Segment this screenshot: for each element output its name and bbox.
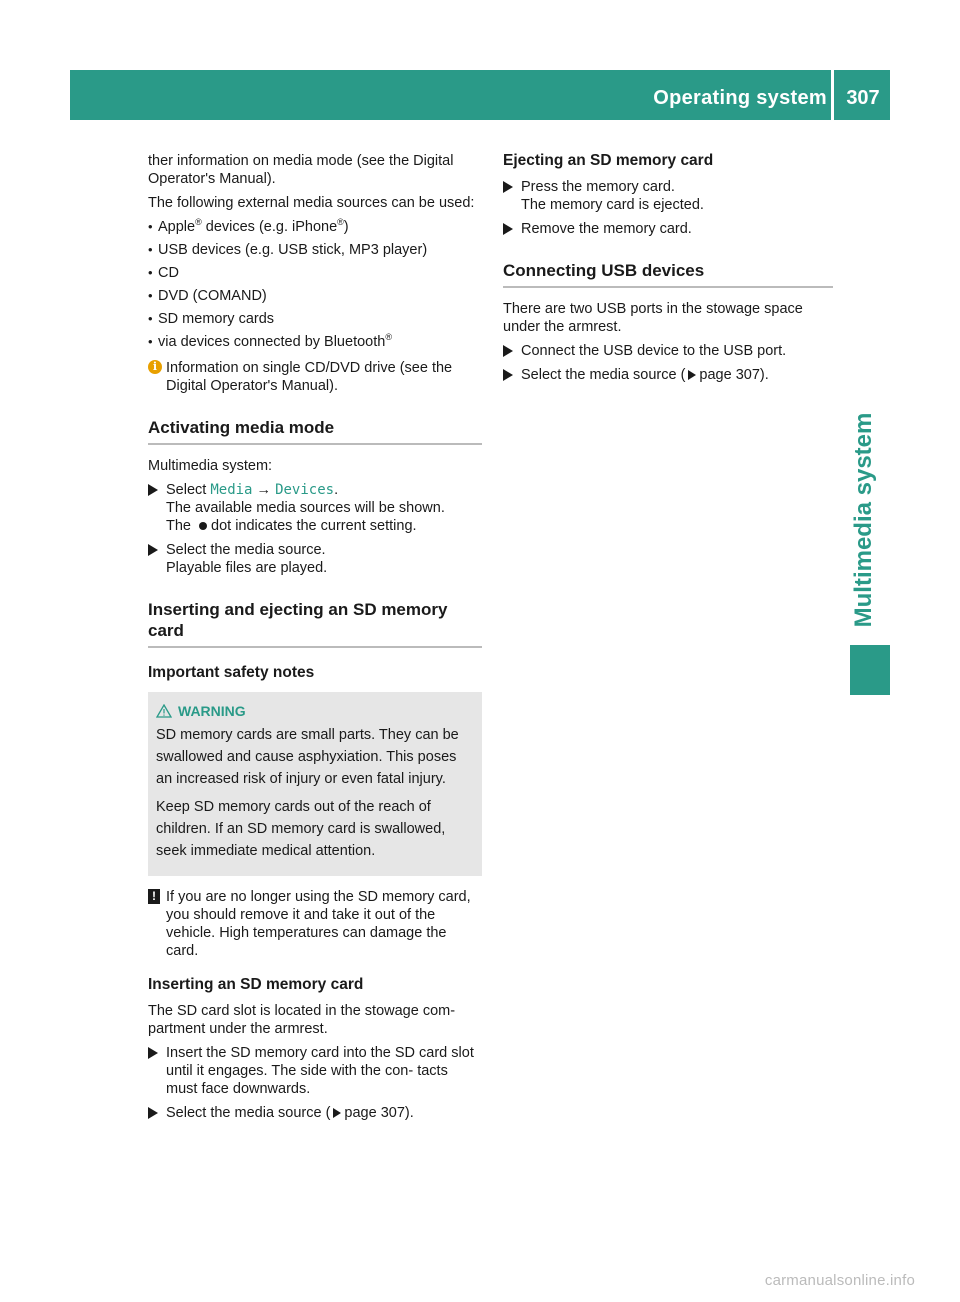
list-item: • DVD (COMAND) — [148, 287, 482, 305]
menu-item-devices: Devices — [275, 482, 335, 498]
step-result: The available media sources will be shown. — [166, 500, 445, 516]
exclamation-icon: ! — [148, 889, 160, 904]
list-item: • via devices connected by Bluetooth® — [148, 333, 482, 351]
side-tab — [838, 400, 890, 640]
step-result: Playable files are played. — [166, 560, 328, 576]
menu-item-media: Media — [210, 482, 253, 498]
intro-paragraph: ther information on media mode (see the Digital Operator's Manual). — [148, 153, 454, 187]
instruction-step: Select Media → Devices. The available media sources will be shown. The dot indicates the current setting. — [148, 481, 482, 535]
step-arrow-icon — [148, 544, 158, 556]
info-text: Information on single CD/DVD drive (see the Digital Operator's Manual). — [166, 360, 453, 394]
step-arrow-icon — [503, 345, 513, 357]
side-tab-label: Multimedia system — [850, 412, 877, 628]
page-reference-link[interactable]: page 307). — [344, 1105, 414, 1121]
notice-text: If you are no longer using the SD memory card, you should remove it and take it out of the vehicle. High temperatures can damage the card. — [166, 889, 471, 959]
list-item: • SD memory cards — [148, 310, 482, 328]
step-arrow-icon — [503, 223, 513, 235]
page-number: 307 — [846, 87, 880, 109]
list-item: • USB devices (e.g. USB stick, MP3 player) — [148, 241, 482, 259]
instruction-step: Press the memory card. The memory card is ejected. — [503, 178, 833, 214]
instruction-step: Select the media source ( page 307). — [148, 1104, 482, 1122]
info-note — [148, 359, 482, 395]
warning-text: Keep SD memory cards out of the reach of children. If an SD memory card is swallowed, seek immediate medical attention. — [156, 799, 446, 859]
usb-text: There are two USB ports in the stowage space under the armrest. — [503, 301, 803, 335]
sources-intro: The following external media sources can be used: — [148, 195, 475, 211]
heading-inserting-ejecting: Inserting and ejecting an SD memory card — [148, 599, 482, 648]
step-arrow-icon — [503, 181, 513, 193]
page-reference-icon — [333, 1108, 341, 1118]
instruction-step: Connect the USB device to the USB port. — [503, 342, 833, 360]
instruction-step: Remove the memory card. — [503, 220, 833, 238]
heading-safety-notes: Important safety notes — [148, 664, 315, 681]
right-column — [503, 152, 833, 390]
warning-label: WARNING — [178, 703, 246, 719]
step-arrow-icon — [148, 1107, 158, 1119]
instruction-step: Select the media source ( page 307). — [503, 366, 833, 384]
instruction-step: Select the media source. Playable files are played. — [148, 541, 482, 577]
step-arrow-icon — [503, 369, 513, 381]
multimedia-system-label: Multimedia system: — [148, 458, 273, 474]
side-tab-marker — [850, 645, 890, 695]
heading-connecting-usb: Connecting USB devices — [503, 260, 833, 288]
section-title: Operating system — [653, 87, 827, 109]
heading-inserting-sd: Inserting an SD memory card — [148, 976, 364, 993]
warning-text: SD memory cards are small parts. They can be swallowed and cause asphyxiation. This poses an increased risk of injury or even fatal injury. — [156, 727, 459, 787]
left-column — [148, 152, 482, 1128]
step-arrow-icon — [148, 1047, 158, 1059]
inserting-text: The SD card slot is located in the stowage com- partment under the armrest. — [148, 1003, 456, 1037]
step-result: The memory card is ejected. — [521, 197, 704, 213]
list-item: • CD — [148, 264, 482, 282]
header-divider — [831, 70, 834, 120]
warning-triangle-icon — [156, 704, 172, 718]
list-item: • Apple® devices (e.g. iPhone®) — [148, 218, 482, 236]
step-arrow-icon — [148, 484, 158, 496]
warning-box — [148, 692, 482, 876]
selected-dot-icon — [199, 522, 207, 530]
notice-note — [148, 888, 482, 960]
info-icon: i — [148, 360, 162, 374]
page-reference-link[interactable]: page 307). — [699, 367, 769, 383]
instruction-step: Insert the SD memory card into the SD card slot until it engages. The side with the con- tacts must face downwards. — [148, 1044, 482, 1098]
heading-ejecting-sd: Ejecting an SD memory card — [503, 152, 714, 169]
page-reference-icon — [688, 370, 696, 380]
heading-activating-media-mode: Activating media mode — [148, 417, 482, 445]
watermark: carmanualsonline.info — [764, 1272, 915, 1289]
